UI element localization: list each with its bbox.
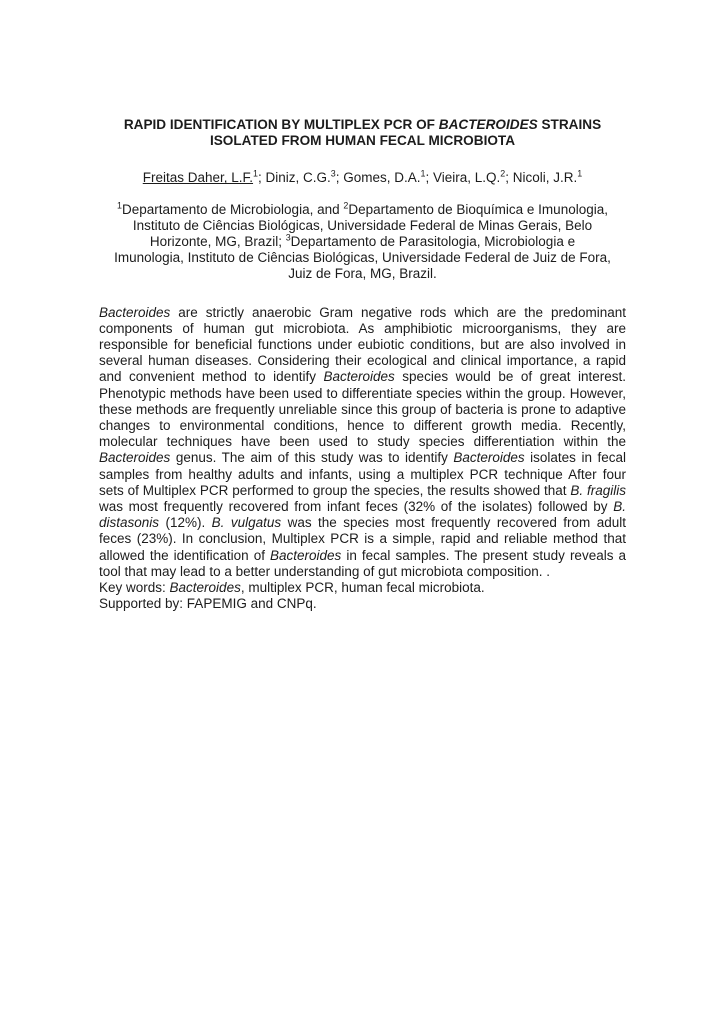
abstract-content bbox=[99, 117, 626, 612]
paper-title: RAPID IDENTIFICATION BY MULTIPLEX PCR OF BACTEROIDES STRAINS ISOLATED FROM HUMAN FECAL MICROBIOTA bbox=[123, 117, 602, 149]
affiliations-block: $^1$Departamento de Microbiologia, and $^2$Departamento de Bioquímica e Imunologia, Instituto de Ciências Biológicas, Universidade Federal de Minas Gerais, Belo Horizonte, MG, Brazil; $^3$Departamento de Parasitologia, Microbiologia e Imunologia, Instituto de Ciências Biológicas, Universidade Federal de Juiz de Fora, Juiz de Fora, MG, Brazil. bbox=[114, 200, 611, 282]
abstract-text: Bacteroides are strictly anaerobic Gram negative rods which are the predominant components of human gut microbiota. As amphibiotic microorganisms, they are responsible for beneficial functions under eubiotic conditions, but are also involved in several human diseases. Considering their ecological and clinical importance, a rapid and convenient method to identify Bacteroides species would be of great interest. Phenotypic methods have been used to differentiate species within the group. However, these methods are frequently unreliable since this group of bacteria is prone to adaptive changes to environmental conditions, hence to different growth media. Recently, molecular techniques have been used to study species differentiation within the Bacteroides genus. The aim of this study was to identify Bacteroides isolates in fecal samples from healthy adults and infants, using a multiplex PCR technique After four sets of Multiplex PCR performed to group the species, the results showed that B. fragilis was most frequently recovered from infant feces (32% of the isolates) followed by B. distasonis (12%). B. vulgatus was the species most frequently recovered from adult feces (23%). In conclusion, Multiplex PCR is a simple, rapid and reliable method that allowed the identification of Bacteroides in fecal samples. The present study reveals a tool that may lead to a better understanding of gut microbiota composition. . bbox=[99, 304, 627, 579]
keywords-line: Key words: Bacteroides, multiplex PCR, human fecal microbiota. bbox=[99, 580, 485, 596]
authors-line: Freitas Daher, L.F.$^1$; Diniz, C.G.$^3$; Gomes, D.A.$^1$; Vieira, L.Q.$^2$; Nicoli, J.R.$^1$ bbox=[142, 168, 583, 186]
funding-line: Supported by: FAPEMIG and CNPq. bbox=[99, 596, 317, 612]
